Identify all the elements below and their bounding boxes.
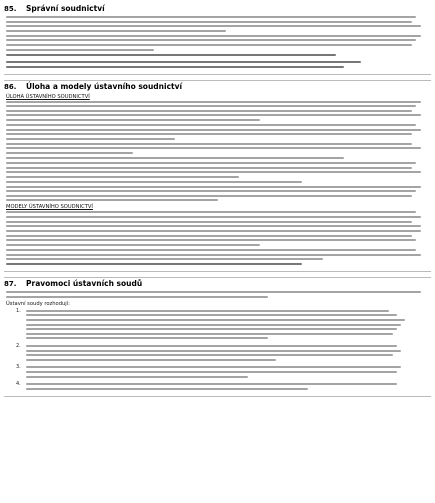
text-line	[6, 186, 421, 188]
paragraph	[6, 249, 429, 260]
section-body	[4, 92, 431, 272]
section-title: Pravomoci ústavních soudů	[26, 279, 143, 289]
text-line	[26, 345, 397, 347]
text-line	[6, 249, 416, 251]
paragraph	[6, 211, 429, 227]
paragraph	[6, 143, 429, 154]
list-item-number: 3.	[16, 364, 21, 371]
list-item-text	[26, 308, 429, 342]
paragraph	[6, 230, 429, 246]
text-line	[6, 101, 421, 103]
text-line	[26, 366, 401, 368]
text-line	[26, 383, 397, 385]
text-line	[6, 195, 412, 197]
text-line	[6, 105, 416, 107]
text-line	[6, 35, 421, 37]
text-line	[6, 147, 421, 149]
paragraph	[6, 54, 429, 56]
section-header	[4, 3, 431, 14]
text-line	[6, 21, 412, 23]
paragraph	[6, 157, 429, 159]
section	[4, 3, 431, 75]
numbered-list	[16, 308, 429, 393]
paragraph	[6, 291, 429, 298]
paragraph	[6, 16, 429, 32]
text-line	[6, 30, 226, 32]
text-line	[6, 114, 421, 116]
list-item	[16, 343, 429, 363]
paragraph	[6, 186, 429, 202]
list-item-text	[26, 343, 429, 363]
text-line	[6, 162, 416, 164]
text-line	[6, 216, 421, 218]
text-line	[6, 124, 416, 126]
text-line	[6, 54, 336, 56]
text-line	[6, 181, 302, 183]
text-line	[6, 119, 260, 121]
text-line	[6, 44, 412, 46]
list-item	[16, 364, 429, 380]
paragraph	[6, 124, 429, 140]
text-line	[6, 190, 416, 192]
text-line	[6, 230, 421, 232]
text-line	[26, 314, 397, 316]
text-line	[6, 239, 416, 241]
text-line	[26, 324, 401, 326]
text-line	[6, 138, 175, 140]
list-item-number: 1.	[16, 307, 21, 314]
text-line	[6, 133, 412, 135]
list-item-number: 4.	[16, 381, 21, 388]
paragraph	[6, 35, 429, 51]
section	[4, 80, 431, 273]
text-line	[6, 176, 239, 178]
paragraph	[6, 263, 429, 265]
text-line	[26, 337, 268, 339]
text-line	[6, 171, 421, 173]
text-line	[6, 66, 344, 68]
section-number: 86.	[4, 82, 17, 91]
paragraph	[6, 162, 429, 178]
section-body	[4, 14, 431, 74]
section-title: Správní soudnictví	[26, 4, 105, 13]
subheading: ÚLOHA ÚSTAVNÍHO SOUDNICTVÍ	[6, 93, 90, 100]
text-line	[6, 199, 218, 201]
subheading: MODELY ÚSTAVNÍHO SOUDNICTVÍ	[6, 204, 93, 211]
text-line	[26, 376, 248, 378]
text-line	[26, 354, 393, 356]
text-line	[6, 258, 323, 260]
text-line	[26, 359, 276, 361]
list-item-text	[26, 381, 429, 392]
paragraph	[6, 61, 429, 63]
text-line	[26, 319, 405, 321]
paragraph	[6, 101, 429, 121]
text-line	[6, 49, 154, 51]
section-header	[4, 81, 431, 92]
text-line	[6, 235, 412, 237]
text-line	[6, 296, 268, 298]
subheading: Ústavní soudy rozhodují:	[6, 300, 70, 307]
section-number: 87.	[4, 280, 17, 289]
paragraph	[6, 181, 429, 183]
text-line	[26, 310, 389, 312]
text-line	[6, 254, 421, 256]
section-title: Úloha a modely ústavního soudnictví	[26, 81, 183, 91]
paragraph	[6, 66, 429, 68]
text-line	[26, 350, 401, 352]
text-line	[26, 333, 393, 335]
text-line	[6, 211, 416, 213]
list-item	[16, 381, 429, 392]
text-line	[6, 157, 344, 159]
text-line	[6, 61, 361, 63]
text-line	[6, 225, 421, 227]
text-line	[6, 244, 260, 246]
list-item-text	[26, 364, 429, 380]
text-line	[26, 388, 308, 390]
section-header	[4, 278, 431, 289]
list-item	[16, 308, 429, 342]
text-line	[6, 152, 133, 154]
text-line	[6, 143, 412, 145]
text-line	[6, 129, 421, 131]
text-line	[6, 221, 412, 223]
text-line	[6, 39, 416, 41]
text-line	[6, 16, 416, 18]
text-line	[6, 110, 412, 112]
text-line	[6, 263, 302, 265]
list-item-number: 2.	[16, 342, 21, 349]
section-body	[4, 289, 431, 396]
section-number: 85.	[4, 5, 17, 13]
text-line	[6, 167, 412, 169]
text-line	[26, 371, 397, 373]
text-line	[6, 291, 421, 293]
text-line	[6, 25, 421, 27]
text-line	[26, 328, 397, 330]
section	[4, 277, 431, 397]
